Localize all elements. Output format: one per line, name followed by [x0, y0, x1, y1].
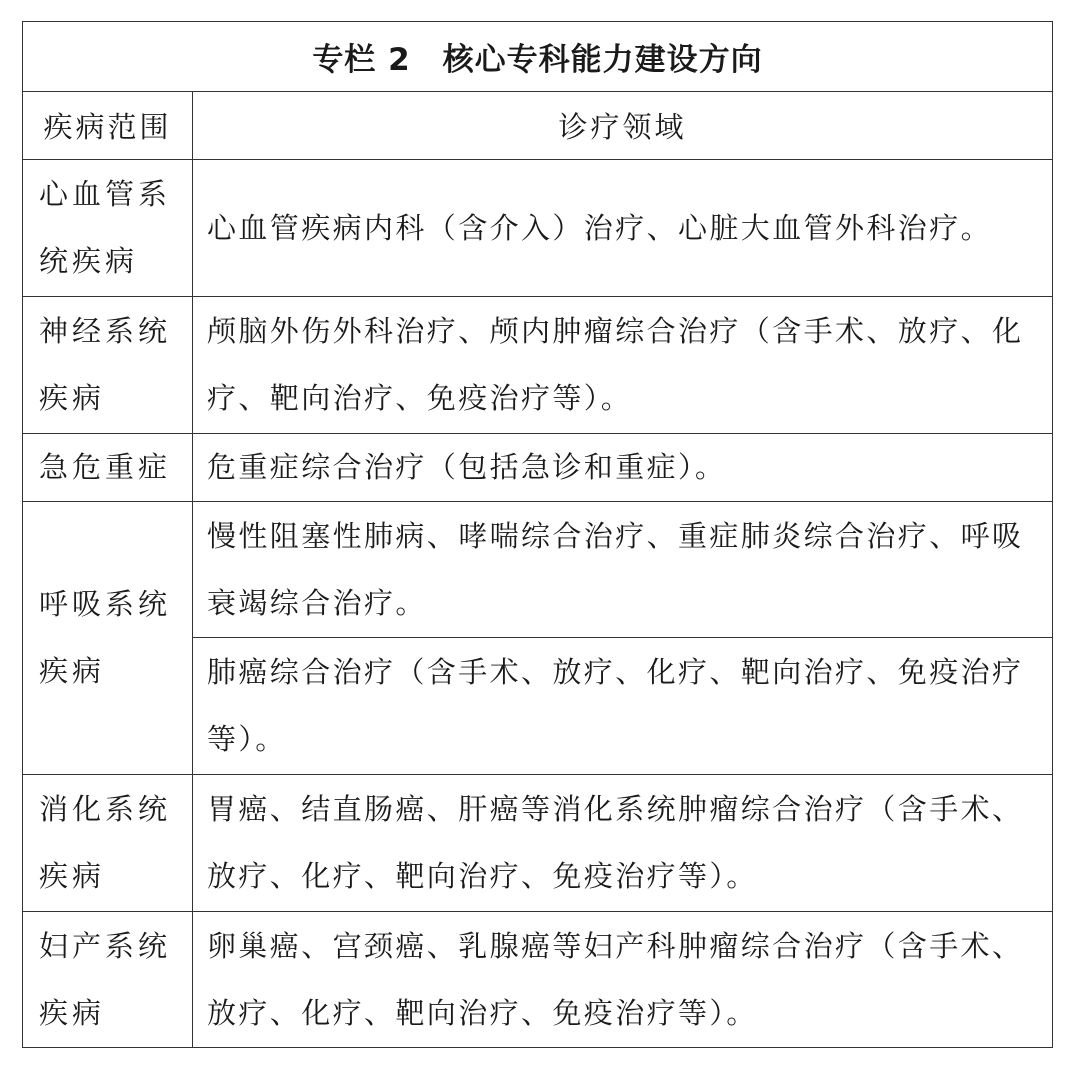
header-row [23, 92, 1053, 160]
category-cell: 急危重症 [23, 434, 193, 502]
field-cell: 肺癌综合治疗（含手术、放疗、化疗、靶向治疗、免疫治疗等）。 [193, 638, 1053, 775]
field-cell: 颅脑外伤外科治疗、颅内肿瘤综合治疗（含手术、放疗、化疗、靶向治疗、免疫治疗等）。 [193, 297, 1053, 434]
table-row [23, 912, 1053, 1048]
title-row [23, 22, 1053, 92]
field-cell: 慢性阻塞性肺病、哮喘综合治疗、重症肺炎综合治疗、呼吸衰竭综合治疗。 [193, 502, 1053, 638]
field-cell: 心血管疾病内科（含介入）治疗、心脏大血管外科治疗。 [193, 160, 1053, 297]
category-cell: 消化系统疾病 [23, 775, 193, 912]
table-row [23, 160, 1053, 297]
document-page [22, 21, 1053, 1048]
header-category: 疾病范围 [23, 92, 193, 160]
table-row [23, 775, 1053, 912]
category-cell: 神经系统疾病 [23, 297, 193, 434]
field-cell: 危重症综合治疗（包括急诊和重症）。 [193, 434, 1053, 502]
category-cell: 心血管系统疾病 [23, 160, 193, 297]
field-cell: 胃癌、结直肠癌、肝癌等消化系统肿瘤综合治疗（含手术、放疗、化疗、靶向治疗、免疫治疗等）。 [193, 775, 1053, 912]
category-cell: 妇产系统疾病 [23, 912, 193, 1048]
table-row [23, 502, 1053, 638]
specialty-table [22, 21, 1053, 1048]
field-cell: 卵巢癌、宫颈癌、乳腺癌等妇产科肿瘤综合治疗（含手术、放疗、化疗、靶向治疗、免疫治疗等）。 [193, 912, 1053, 1048]
table-row [23, 297, 1053, 434]
table-row [23, 434, 1053, 502]
table-title: 专栏 2 核心专科能力建设方向 [23, 22, 1053, 92]
header-field: 诊疗领域 [193, 92, 1053, 160]
category-cell: 呼吸系统疾病 [23, 502, 193, 775]
